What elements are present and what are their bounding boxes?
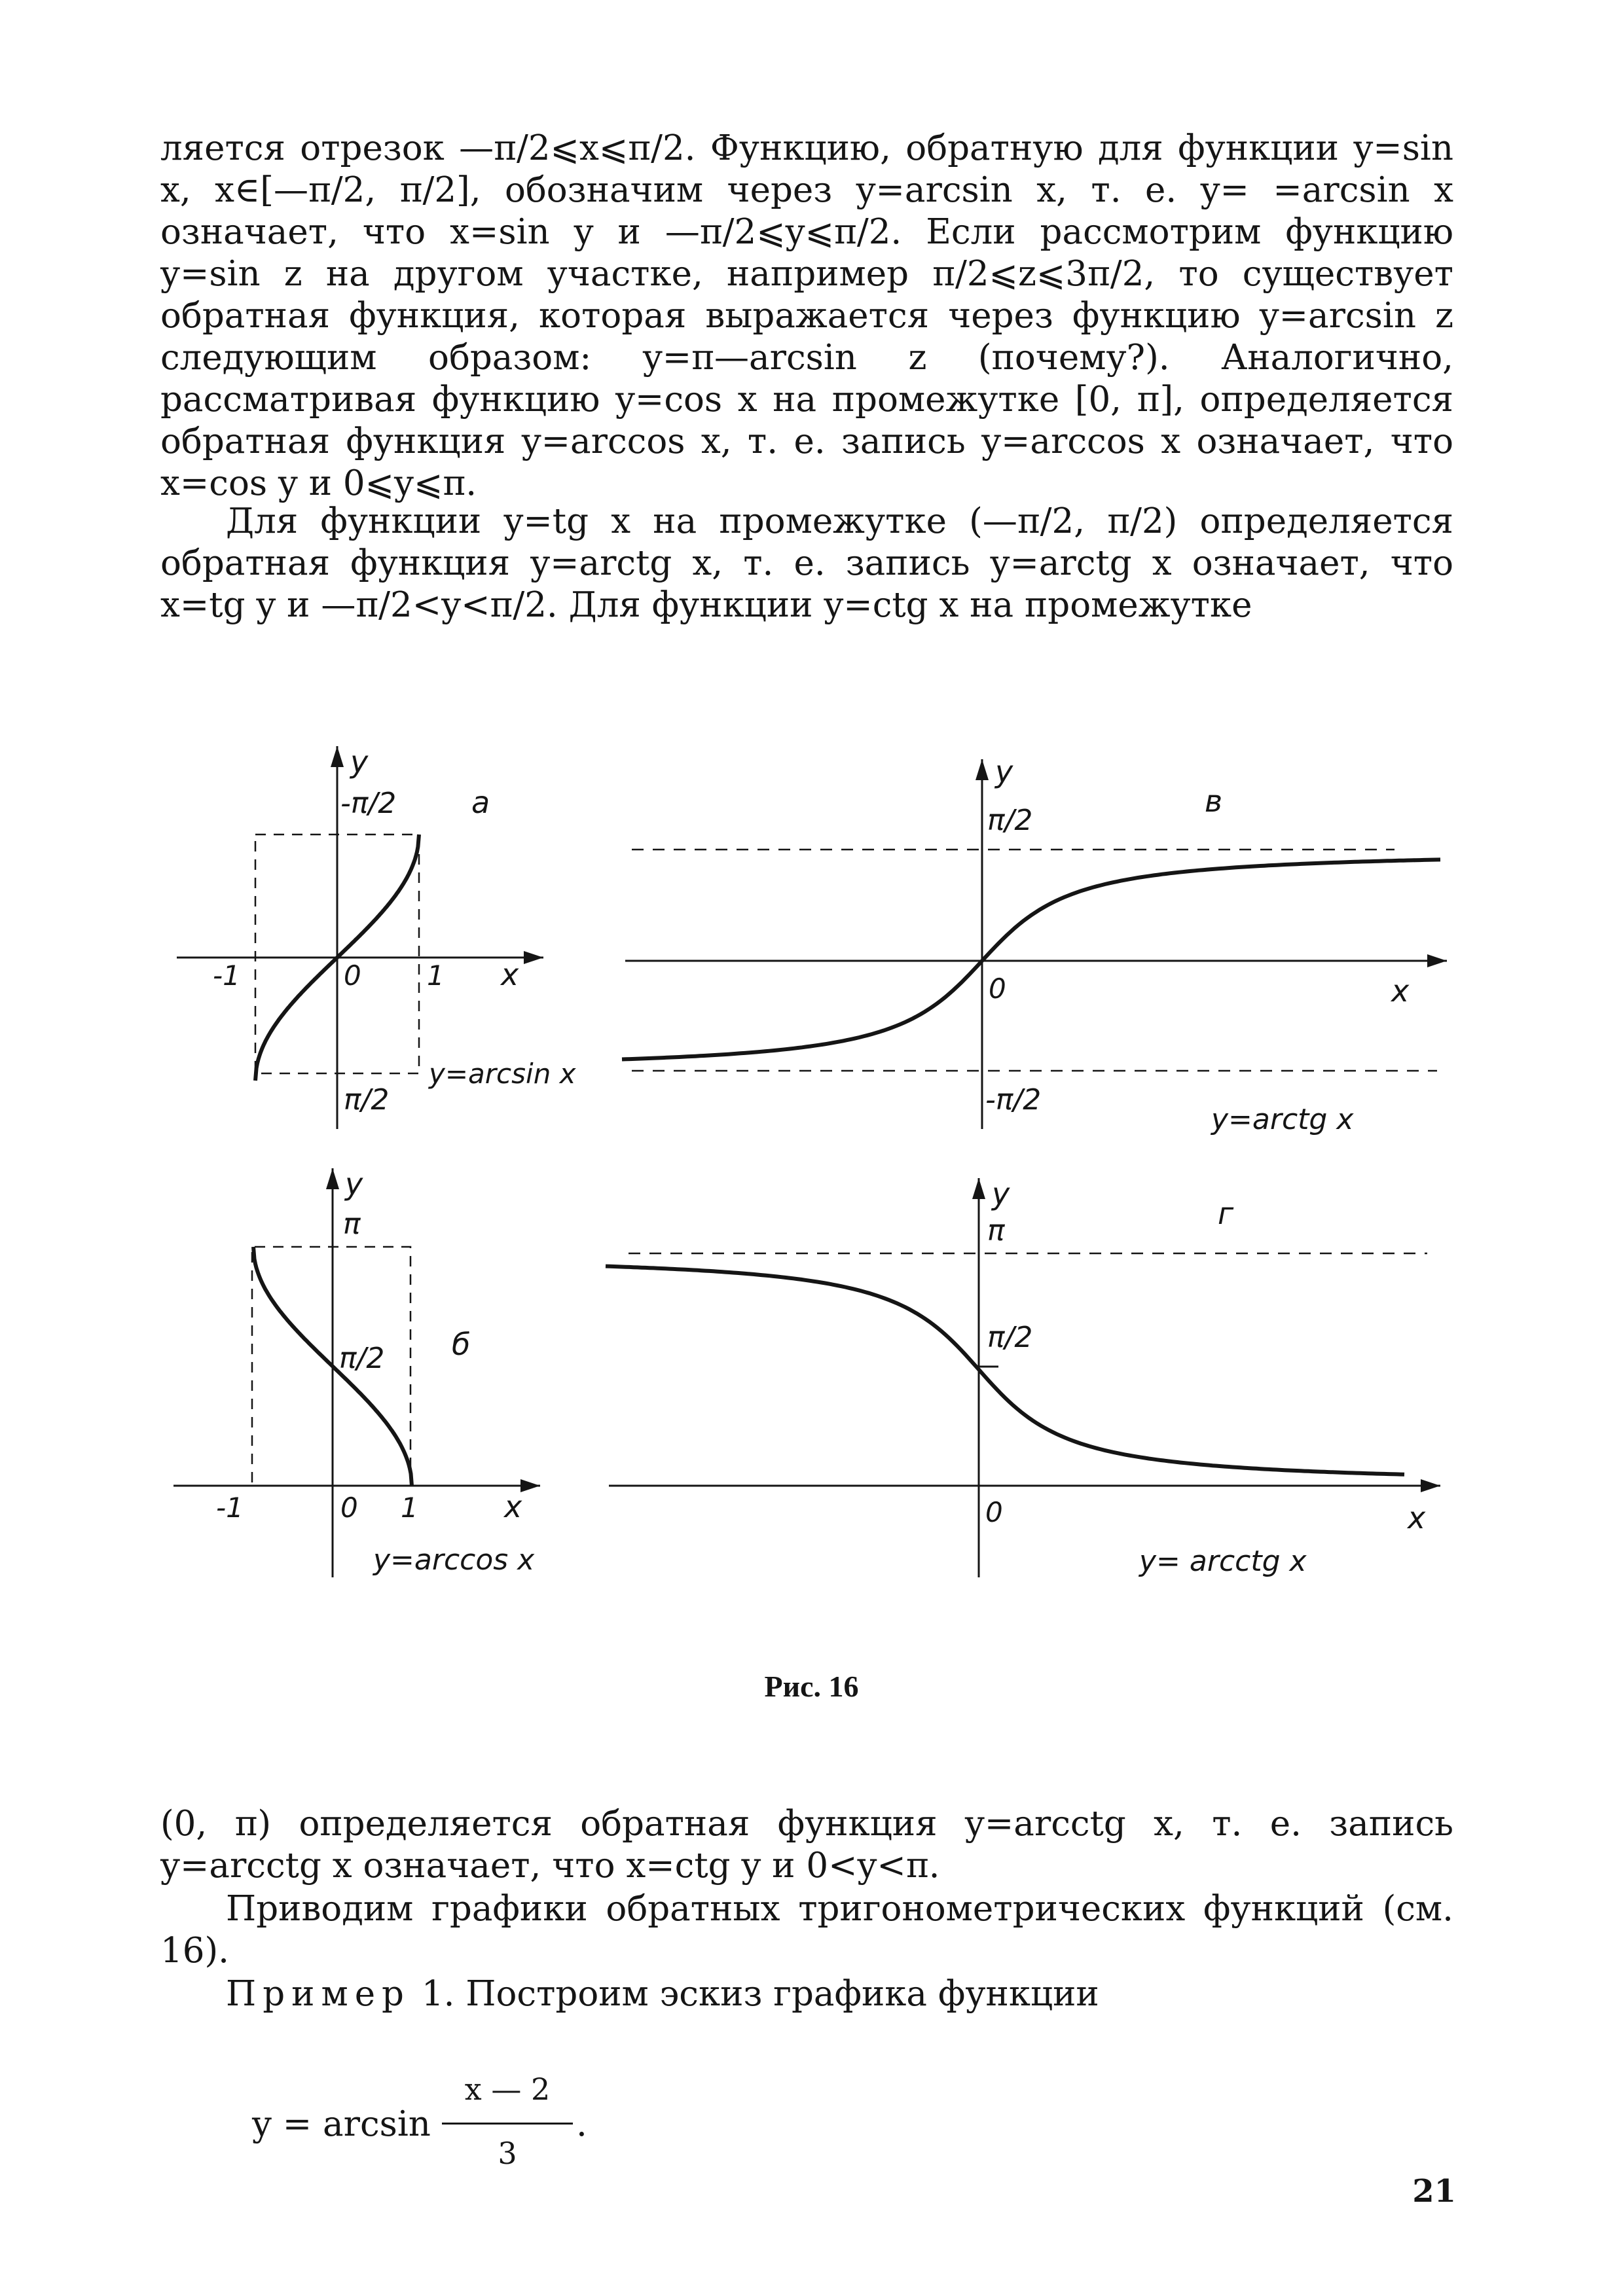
arctg-curve	[622, 859, 1440, 1059]
panel-g-function-label: y= arcctg x	[1139, 1545, 1307, 1578]
panel-b-y-mid-label: π/2	[339, 1342, 385, 1375]
paragraph-1: ляется отрезок —π/2⩽x⩽π/2. Функцию, обратную для функции y=sin x, x∈[—π/2, π/2], обозначим через y=arcsin x, т. е. y= =arcsin x означает, что x=sin y и —π/2⩽y⩽π/2. Если рассмотрим функцию y=sin z на другом участке, например π/2⩽z⩽3π/2, то существует обратная функция, которая выражается через функцию y=arcsin z следующим образом: y=π—arcsin z (почему?). Аналогично, рассматривая функцию y=cos x на промежутке [0, π], определяется обратная функция y=arccos x, т. е. запись y=arccos x означает, что x=cos y и 0⩽y⩽π.	[160, 128, 1453, 503]
panel-g-y-top-label: π	[987, 1214, 1005, 1247]
panel-b-letter: б	[452, 1327, 471, 1362]
panel-g-y-mid-label: π/2	[987, 1321, 1033, 1354]
panel-v-y-label: y	[995, 754, 1013, 789]
panel-b-origin-label: 0	[340, 1492, 358, 1524]
panel-b-x-arrow	[520, 1479, 540, 1492]
panel-v-x-label: x	[1391, 973, 1410, 1009]
arcctg-curve	[606, 1266, 1404, 1475]
panel-g-origin-label: 0	[985, 1496, 1003, 1528]
formula-numerator: x — 2	[464, 2072, 551, 2107]
example-lead: Пример	[226, 1974, 410, 2014]
panel-v-letter: в	[1205, 783, 1223, 819]
panel-a-x-label: x	[501, 957, 519, 992]
panel-g-x-arrow	[1421, 1479, 1440, 1492]
panel-a-x-right-label: 1	[427, 960, 445, 992]
page-number: 21	[1412, 2173, 1456, 2210]
paragraph-2: Для функции y=tg x на промежутке (—π/2, π/2) определяется обратная функция y=arctg x, т. е. запись y=arctg x означает, что x=tg y и —π/2<y<π/2. Для функции y=ctg x на промежутке	[160, 501, 1453, 625]
panel-b-x-label: x	[504, 1489, 522, 1524]
panel-b-x-right-label: 1	[401, 1492, 418, 1524]
panel-a-function-label: y=arcsin x	[429, 1058, 576, 1090]
panel-a-letter: а	[471, 785, 490, 820]
panel-v-x-arrow	[1427, 954, 1447, 967]
formula-lhs: y = arcsin	[252, 2104, 431, 2144]
figure-caption: Рис. 16	[764, 1670, 859, 1703]
panel-b-y-label: y	[345, 1166, 363, 1202]
panel-a-x-left-label: -1	[213, 960, 240, 992]
formula-end: .	[576, 2104, 587, 2144]
paragraph-3: (0, π) определяется обратная функция y=arcctg x, т. е. запись y=arcctg x означает, что x=ctg y и 0<y<π.	[160, 1804, 1453, 1886]
panel-a-y-arrow	[331, 746, 344, 767]
paragraph-5	[160, 1973, 1453, 2015]
formula	[252, 2072, 645, 2189]
panel-v-y-bottom-label: -π/2	[985, 1083, 1042, 1117]
panel-a-origin-label: 0	[344, 960, 361, 992]
panel-a-y-top-label: -π/2	[340, 787, 397, 820]
formula-denominator: 3	[498, 2136, 517, 2171]
panel-g-arcctg-graph	[606, 1178, 1440, 1577]
figure-16	[0, 720, 1623, 1662]
panel-v-origin-label: 0	[989, 973, 1006, 1005]
panel-g-y-arrow	[972, 1178, 985, 1199]
example-text: 1. Построим эскиз графика функции	[410, 1974, 1099, 2014]
panel-v-y-arrow	[976, 759, 989, 780]
panel-v-y-top-label: π/2	[987, 804, 1033, 837]
panel-a-x-arrow	[524, 951, 543, 964]
paragraph-4: Приводим графики обратных тригонометрических функций (см. 16).	[160, 1889, 1453, 1971]
panel-g-letter: г	[1218, 1196, 1234, 1231]
formula-fraction-bar	[442, 2123, 573, 2125]
panel-g-x-label: x	[1408, 1500, 1426, 1535]
panel-a-y-bottom-label: π/2	[344, 1083, 390, 1117]
panel-g-y-label: y	[992, 1176, 1010, 1211]
panel-a-y-label: y	[350, 744, 369, 780]
panel-v-arctg-graph	[622, 759, 1447, 1129]
panel-b-x-left-label: -1	[216, 1492, 244, 1524]
panel-v-function-label: y=arctg x	[1211, 1103, 1354, 1136]
panel-b-y-top-label: π	[343, 1208, 361, 1241]
panel-b-function-label: y=arccos x	[373, 1543, 535, 1577]
panel-b-y-arrow	[326, 1168, 339, 1189]
